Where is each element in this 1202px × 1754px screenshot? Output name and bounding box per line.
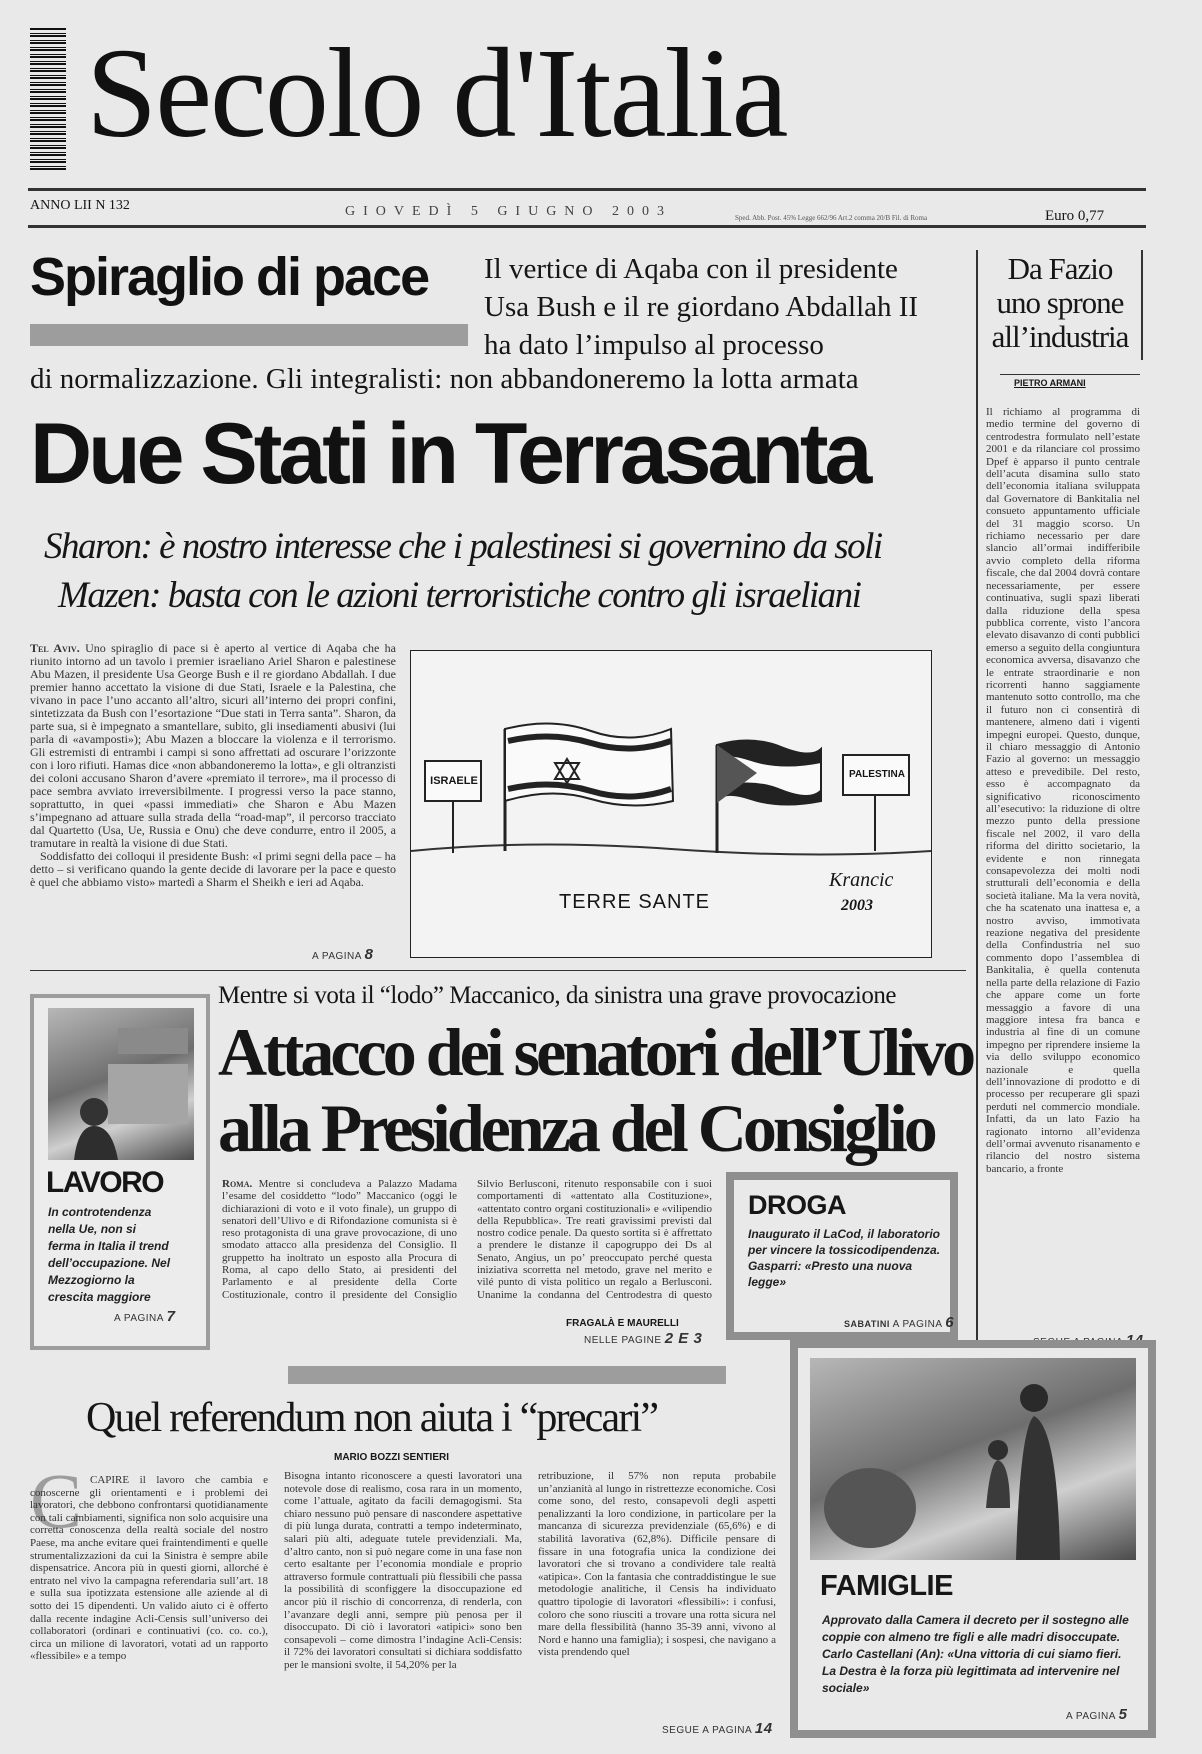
editorial-title-rule [1000,374,1140,375]
referendum-col-3 [538,1470,776,1712]
editorial-body-text: Il richiamo al programma di medio termine del governo di centrodestra formulato nell’estate 2001 e da rilanciare col prossimo Dpef è apparso il punto centrale dell’acuta disamina sullo stato dell’economia italiana sviluppata dal Governatore di Bankitalia nel consueto appuntamento ufficiale del 31 maggio scorso. Un richiamo necessario per dare slancio all’ormai indifferibile avvio completo della riforma fiscale, che dal 2004 dovrà contare necessariamente, per essere continuativa, sugli spazi liberati dalla riduzione della spesa pubblica corrente, visto l’ancora elevato disavanzo di conti pubblici emerso a seguito della congiuntura economica avversa, disavanzo che le entrate straordinarie e non ricorrenti hanno saggiamente mantenuto sotto controllo, ma che il futuro non ci consentirà di mantenere, almeno dati i vigenti impegni europei. Questo, dunque, il chiaro messaggio di Antonio Fazio al governo: un messaggio atteso e prevedibile. Del resto, esso è accompagnato da significativo riconoscimento all’esecutivo: la riduzione di oltre mezzo punto della pressione fiscale nel 2002, il varo della riforma del diritto societario, la evidente e non rinnegata consapevolezza dei molti nodi strutturali dell’economia e della società italiane. Ma la vera novità, che ha scatenato una inattesa e, a nostro avviso, immotivata reazione negativa del presidente della Confindustria nel suo commento dopo l’assemblea di Bankitalia, è quella contenuta nella parte della relazione di Fazio che appare come un forte messaggio a favore di una maggiore intesa fra banca e industria al fine di un comune impegno per riprendere insieme la via dello sviluppo economico nazionale e quella dell’innovazione di prodotto e di processo per recuperare gli spazi perduti nel commercio mondiale. Infatti, da un lato Fazio ha ragionato intorno all’evidenza dell’ormai avvenuto risanamento e rilancio del nostro sistema bancario, a fronte [986,406,1140,1175]
lavoro-box [30,994,210,1350]
lavoro-caption: In controtendenza nella Ue, non si ferma in Italia il trend dell’occupazione. Nel Mezzogiorno la crescita maggiore [48,1205,171,1304]
lead-ref-label: A PAGINA [312,951,362,962]
lead-dateline: Tel Aviv. [30,642,80,655]
droga-ref-page: 6 [945,1314,955,1331]
second-section-rule [30,970,966,971]
worker-figure [48,1008,194,1160]
droga-box [726,1172,958,1340]
droga-caption: Inaugurato il LaCod, il laboratorio per vincere la tossicodipendenza. Gasparri: «Presto una nuova legge» [748,1227,941,1289]
famiglie-ref-label: A PAGINA [1066,1711,1116,1722]
famiglie-inner [798,1348,1148,1730]
droga-page-ref [844,1314,954,1331]
dropcap-C: C [30,1457,83,1544]
issue-number: ANNO LII N 132 [30,198,130,213]
referendum-page-ref [662,1720,773,1737]
referendum-col-1-text: CAPIRE il lavoro che cambia e conoscerne gli orientamenti e i problemi dei lavoratori, che debbono confrontarsi quotidianamente con tali cambiamenti, significa non solo acquisire una corretta conoscenza della realtà sociale del nostro Paese, ma anche evitare quei fraintendimenti e quelle strumentalizzazioni da cui la Sinistra è sempre abile dispensatrice. Ancora più in questi giorni, allorché è entrato nel vivo la campagna referendaria sull’art. 18 e sulla sua ipotizzata estensione alle aziende al di sotto dei 15 dipendenti. Un valido aiuto ci è offerto dalla recente indagine Acli-Censis sull’universo dei collaboratori (ordinari e continuativi (co. co. co.), circa un milione di lavoratori, votati ad un rapporto «flessibile» e a tempo [30,1474,268,1663]
second-headline-2: alla Presidenza del Consiglio [218,1090,934,1166]
cartoon-year: 2003 [841,897,873,914]
referendum-ref-label: SEGUE A PAGINA [662,1725,752,1736]
droga-title: DROGA [748,1190,846,1220]
referendum-author: MARIO BOZZI SENTIERI [334,1452,449,1463]
referendum-gray-bar [288,1366,726,1384]
masthead-title: Secolo d'Italia [86,22,787,164]
referendum-col-3-text: retribuzione, il 57% non reputa probabile un’anzianità al lungo in ristrettezze economiche. Così come sono, del resto, consapevoli degli aspetti penalizzanti la loro condizione, in particolare per la mancanza di sicurezza previdenziale (65,6%) e di stabilità lavorativa (62,8%). Difficile pensare di fissare in una fotografia unica la condizione dei lavoratori che si trovano a condividere tale realtà «atipica». Con la fantasia che contraddistingue le sue metodologie analitiche, il Censis ha individuato quattro tipologie di lavoratori «flessibili»: i confusi, coloro che sono riusciti a trovare una rotta sicura nel mare della flessibilità (hanno 35-39 anni, vivono al Nord e hanno una famiglia); i sospesi, che navigano a vista prendendo quel [538,1470,776,1659]
lavoro-page-ref [114,1308,176,1325]
lead-page-ref [312,946,374,963]
lead-body-text: Uno spiraglio di pace si è aperto al vertice di Aqaba che ha riunito intorno ad un tavolo i premier israeliano Ariel Sharon e palestinese Abu Mazen, il presidente Usa George Bush e il re giordano Abdallah. I due premier hanno accettato la visione di due Stati, Israele e la Palestina, che vivano in pace l’uno accanto all’altro, sicuri all’interno dei propri confini, sintetizzata da Bush con l’esortazione “Due stati in Terra santa”. Sharon, da parte sua, si è impegnato a smantellare, subito, gli insediamenti abusivi (lui parla di «avamposti»); Abu Mazen a bloccare la violenza e il terrorismo. Gli estremisti di entrambi i campi si sono affrettati ad oscurare l’orizzonte con i loro rifiuti. Hamas dice «non abbandoneremo la lotta», e gli oltranzisti dei coloni accusano Sharon d’avere «premiato il terrore», ma il processo di pace sembra avviato irreversibilmente. I progressi verso la pace stanno, soprattutto, in quei «passi immediati» che Sharon e Abu Mazen s’impegnano ad attuare sulla strada della “road-map”, il percorso tracciato dal Quartetto (Usa, Ue, Russia e Onu) che deve condurre, entro il 2005, a tramutare in realtà la visione di due Stati. [30,642,396,850]
lavoro-ref-label: A PAGINA [114,1313,164,1324]
lead-subhead-1: Sharon: è nostro interesse che i palestinesi si governino da soli [44,526,882,567]
masthead-rule-bottom [28,225,1146,228]
palestinian-flag [717,740,821,853]
editorial-rule-right [1141,250,1143,360]
editorial-body [986,406,1140,1318]
lead-body [30,642,396,942]
lavoro-ref-page: 7 [166,1308,176,1325]
cartoon-sign-left: ISRAELE [430,775,478,787]
cartoon-ground-text: TERRE SANTE [559,891,711,913]
issue-date: GIOVEDÌ 5 GIUGNO 2003 [345,204,673,219]
barcode [30,28,66,170]
editorial-author: PIETRO ARMANI [1014,378,1086,388]
second-page-ref [584,1330,702,1347]
editorial-title [980,252,1140,354]
kicker-text-2: Usa Bush e il re giordano Abdallah II [484,291,919,323]
lavoro-title: LAVORO [46,1166,164,1199]
second-body-text: Mentre si concludeva a Palazzo Madama l’esame del cosiddetto “lodo” Maccanico (oggi le dichiarazioni di voto e il voto finale), un gruppo di senatori dell’Ulivo e di Rifondazione comunista si è reso protagonista di una grave provocazione, di uno smodato attacco alla presidenza del Consiglio. Il gruppetto ha inoltrato un esposto alla Procura di Roma, al capo dello Stato, ai presidenti del Parlamento e al presidente della Corte Costituzionale, contro il presidente del Consiglio Silvio Berlusconi, ritenuto responsabile con i suoi comportamenti di «attentato alla Costituzione», «attentato contro organi costituzionali» e «vilipendio della Repubblica». Tre reati gravissimi previsti dal nostro codice penale. Da questo sortita si è affrettato a prendere le distanze il capogruppo dei Ds al Senato, Angius, un po’ preoccupato perché questa iniziativa scorretta nel metodo, grave nel merito e vilé punto di vista politico un regalo a Berlusconi. Unanime la condanna del Centrodestra di questo [222,1178,712,1301]
referendum-headline: Quel referendum non aiuta i “precari” [86,1395,658,1441]
editorial-title-3: all’industria [991,319,1129,354]
lead-headline: Due Stati in Terrasanta [30,406,869,502]
second-dateline: Roma. [222,1178,253,1190]
cartoon-signature: Krancic [829,869,894,891]
israeli-flag [505,723,673,851]
famiglie-ref-page: 5 [1118,1706,1128,1723]
lead-kicker: Spiraglio di pace [30,247,429,307]
lead-body-text-2: Soddisfatto dei colloqui il presidente Bush: «I primi segni della pace – ha detto – si verificano quando la gente decide di lavorare per la pace e questo è quel che abbiamo visto» martedì a Sharm el Sheikh e ieri ad Aqaba. [30,849,396,889]
second-ref-label: NELLE PAGINE [584,1335,662,1346]
referendum-col-2-text: Bisogna intanto riconoscere a questi lavoratori una notevole dose di realismo, cosa rara in un momento, come l’attuale, agitato da facili demagogismi. Sta chiaro nessuno può pensare di nascondere aspettative di più lunga durata, contratti a tempo indeterminato, salari più alti, adeguate tutele previdenziali. Ma, d’altro canto, non si può negare come in una fase non certo esaltante per l’economia mondiale e proprio attraverso formule contrattuali più flessibili che passa la possibilità di sconfiggere la disoccupazione ed ancor più il rischio di concorrenza, di renderla, con l’avanzare degli anni, sempre più penosa per il disoccupato. Di ciò i lavoratori «atipici» sono ben consapevoli – come dimostra l’indagine Acli-Censis: il 72% dei lavoratori consultati si dichiara soddisfatto per le mansioni svolte, il 54,20% per la [284,1470,522,1671]
referendum-ref-page: 14 [754,1720,773,1737]
droga-inner [734,1180,955,1332]
second-ref-pages: 2 E 3 [664,1330,703,1347]
second-kicker: Mentre si vota il “lodo” Maccanico, da sinistra una grave provocazione [218,982,896,1009]
referendum-col-2 [284,1470,522,1722]
lead-subhead-2: Mazen: basta con le azioni terroristiche contro gli israeliani [58,575,861,616]
famiglie-box [790,1340,1156,1738]
editorial-rule-left [976,250,978,1350]
droga-ref-label: A PAGINA [892,1319,942,1330]
postal-info: Sped. Abb. Post. 45% Legge 662/96 Art.2 comma 20/B Fil. di Roma [735,214,928,222]
famiglie-photo [810,1358,1136,1560]
cartoon-sign-right: PALESTINA [849,769,905,780]
family-figures [810,1358,1136,1560]
famiglie-caption: Approvato dalla Camera il decreto per il sostegno alle coppie con almeno tre figli e alle madri disoccupate. Carlo Castellani (An): «Una vittoria di cui siamo fieri. La Destra è la forza più legittimata ad intervenire nel sociale» [822,1613,1129,1695]
kicker-text-4: di normalizzazione. Gli integralisti: non abbandoneremo la lotta armata [30,363,859,395]
masthead-rule-top [28,188,1146,191]
kicker-gray-bar [30,324,468,346]
famiglie-title: FAMIGLIE [820,1570,953,1602]
kicker-text-1: Il vertice di Aqaba con il presidente [484,253,898,285]
droga-author: SABATINI [844,1319,890,1329]
cartoon [410,650,932,958]
kicker-text-3: ha dato l’impulso al processo [484,329,824,361]
editorial-title-2: uno sprone [996,285,1124,320]
lavoro-photo [48,1008,194,1160]
second-body [222,1178,712,1310]
second-headline-1: Attacco dei senatori dell’Ulivo [218,1014,973,1090]
editorial-title-1: Da Fazio [1007,251,1113,286]
lead-ref-page: 8 [364,946,374,963]
price: Euro 0,77 [1045,208,1105,224]
referendum-col-1 [30,1474,268,1722]
famiglie-page-ref [1066,1706,1128,1723]
second-authors: FRAGALÀ E MAURELLI [566,1318,679,1329]
